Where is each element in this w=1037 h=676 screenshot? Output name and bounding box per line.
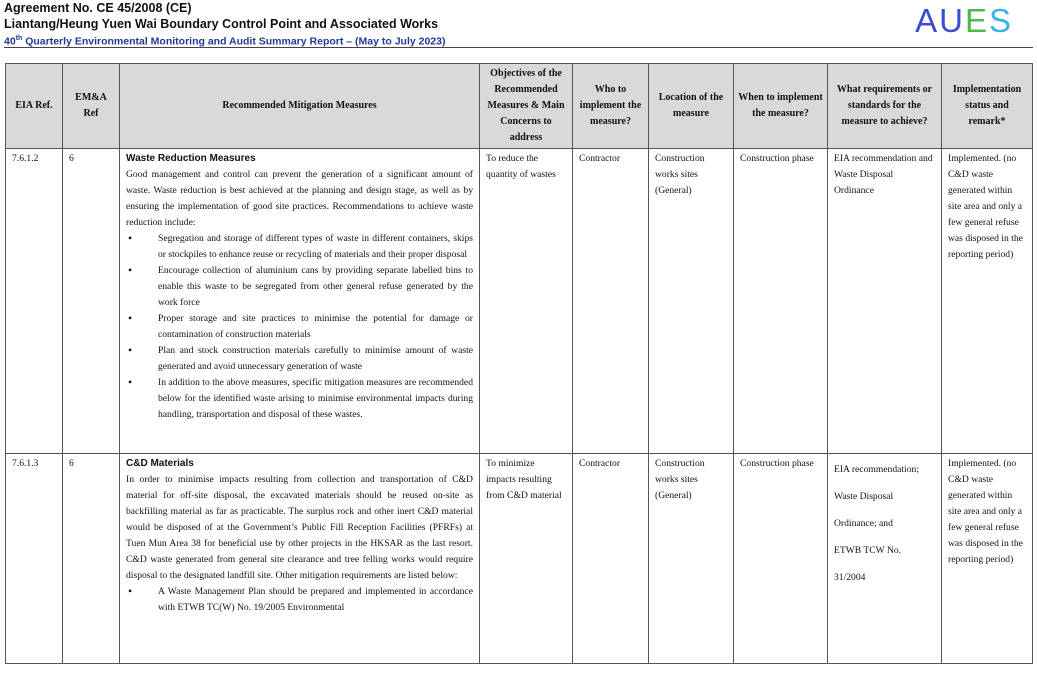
status-cell: Implemented. (no C&D waste generated within site area and only a few general refuse was disposed in the reporting period) — [942, 454, 1033, 664]
list-item: • Encourage collection of aluminium cans by providing separate labelled bins to enable this waste to be segregated from other general refuse generated by the work force — [126, 263, 473, 311]
report-period: (May to July 2023) — [355, 35, 446, 48]
requirements-cell: EIA recommendation and Waste Disposal Ordinance — [828, 149, 942, 454]
when-cell: Construction phase — [734, 149, 828, 454]
table-row — [6, 454, 1033, 664]
col-measures: Recommended Mitigation Measures — [120, 64, 480, 149]
logo-letter: E — [964, 2, 989, 39]
logo-letter: A — [915, 2, 940, 39]
measures-cell — [120, 149, 480, 454]
requirement-line: 31/2004 — [834, 572, 866, 583]
col-when: When to implement the measure? — [734, 64, 828, 149]
table-row — [6, 149, 1033, 454]
table-header-row — [6, 64, 1033, 149]
who-cell: Contractor — [573, 149, 649, 454]
list-item: • Proper storage and site practices to minimise the potential for damage or contamination of construction materials — [126, 311, 473, 343]
when-cell: Construction phase — [734, 454, 828, 664]
logo-letter: S — [988, 2, 1013, 39]
eia-ref-cell: 7.6.1.2 — [6, 149, 63, 454]
measure-title: Waste Reduction Measures — [126, 153, 256, 164]
col-location: Location of the measure — [649, 64, 734, 149]
list-item: • Segregation and storage of different types of waste in different containers, skips or stockpiles to enhance reuse or recycling of materials and their proper disposal — [126, 231, 473, 263]
col-ema-ref: EM&A Ref — [63, 64, 120, 149]
requirement-line: Ordinance; and — [834, 518, 893, 529]
location-cell: Construction works sites (General) — [649, 149, 734, 454]
location-cell: Construction works sites (General) — [649, 454, 734, 664]
eia-ref-cell: 7.6.1.3 — [6, 454, 63, 664]
measure-bullets — [126, 584, 473, 616]
ema-ref-cell: 6 — [63, 149, 120, 454]
list-item: • In addition to the above measures, specific mitigation measures are recommended below for the identified waste arising to minimise environmental impacts during handling, transportation and disposal of these wastes. — [126, 375, 473, 423]
col-eia-ref: EIA Ref. — [6, 64, 63, 149]
list-item: • Plan and stock construction materials carefully to minimise amount of waste generated and avoid unnecessary generation of waste — [126, 343, 473, 375]
agreement-number: Agreement No. CE 45/2008 (CE) — [4, 1, 192, 15]
report-header — [4, 0, 445, 49]
measure-title: C&D Materials — [126, 458, 194, 469]
requirement-line: EIA recommendation; — [834, 464, 919, 475]
requirements-cell — [828, 454, 942, 664]
measure-text: In order to minimise impacts resulting from collection and transportation of C&D material for off-site disposal, the excavated materials should be reused on-site as backfilling material as far as practicable. The surplus rock and other inert C&D material would be disposed of at the Government’s Public Fill Reception Facilities (PFRFs) at Tuen Mun Area 38 for beneficial use by other projects in the HKSAR as the last resort. C&D waste generated from general site clearance and tree felling works would require disposal to the designated landfill site. Other mitigation requirements are listed below: — [126, 474, 473, 581]
objective-cell: To minimize impacts resulting from C&D material — [480, 454, 573, 664]
aues-logo — [915, 3, 1013, 39]
logo-letter: U — [939, 2, 965, 39]
header-divider — [4, 47, 1033, 48]
report-title: 40th Quarterly Environmental Monitoring and Audit Summary Report – (May to July 2023) — [4, 35, 446, 48]
project-title: Liantang/Heung Yuen Wai Boundary Control Point and Associated Works — [4, 17, 439, 31]
col-requirements: What requirements or standards for the measure to achieve? — [828, 64, 942, 149]
objective-cell: To reduce the quantity of wastes — [480, 149, 573, 454]
who-cell: Contractor — [573, 454, 649, 664]
ema-ref-cell: 6 — [63, 454, 120, 664]
col-objectives: Objectives of the Recommended Measures & Main Concerns to address — [480, 64, 573, 149]
requirement-line: Waste Disposal — [834, 491, 894, 502]
measure-text: Good management and control can prevent the generation of a significant amount of waste. Waste reduction is best achieved at the planning and design stage, as well as by ensuring the implementation of good site practices. Recommendations to achieve waste reduction include: — [126, 169, 473, 228]
col-status: Implementation status and remark* — [942, 64, 1033, 149]
col-who: Who to implement the measure? — [573, 64, 649, 149]
requirement-line: ETWB TCW No. — [834, 545, 902, 556]
measure-bullets — [126, 231, 473, 423]
mitigation-measures-table — [5, 63, 1033, 664]
list-item: • A Waste Management Plan should be prepared and implemented in accordance with ETWB TC(W) No. 19/2005 Environmental — [126, 584, 473, 616]
status-cell: Implemented. (no C&D waste generated within site area and only a few general refuse was disposed in the reporting period) — [942, 149, 1033, 454]
measures-cell — [120, 454, 480, 664]
